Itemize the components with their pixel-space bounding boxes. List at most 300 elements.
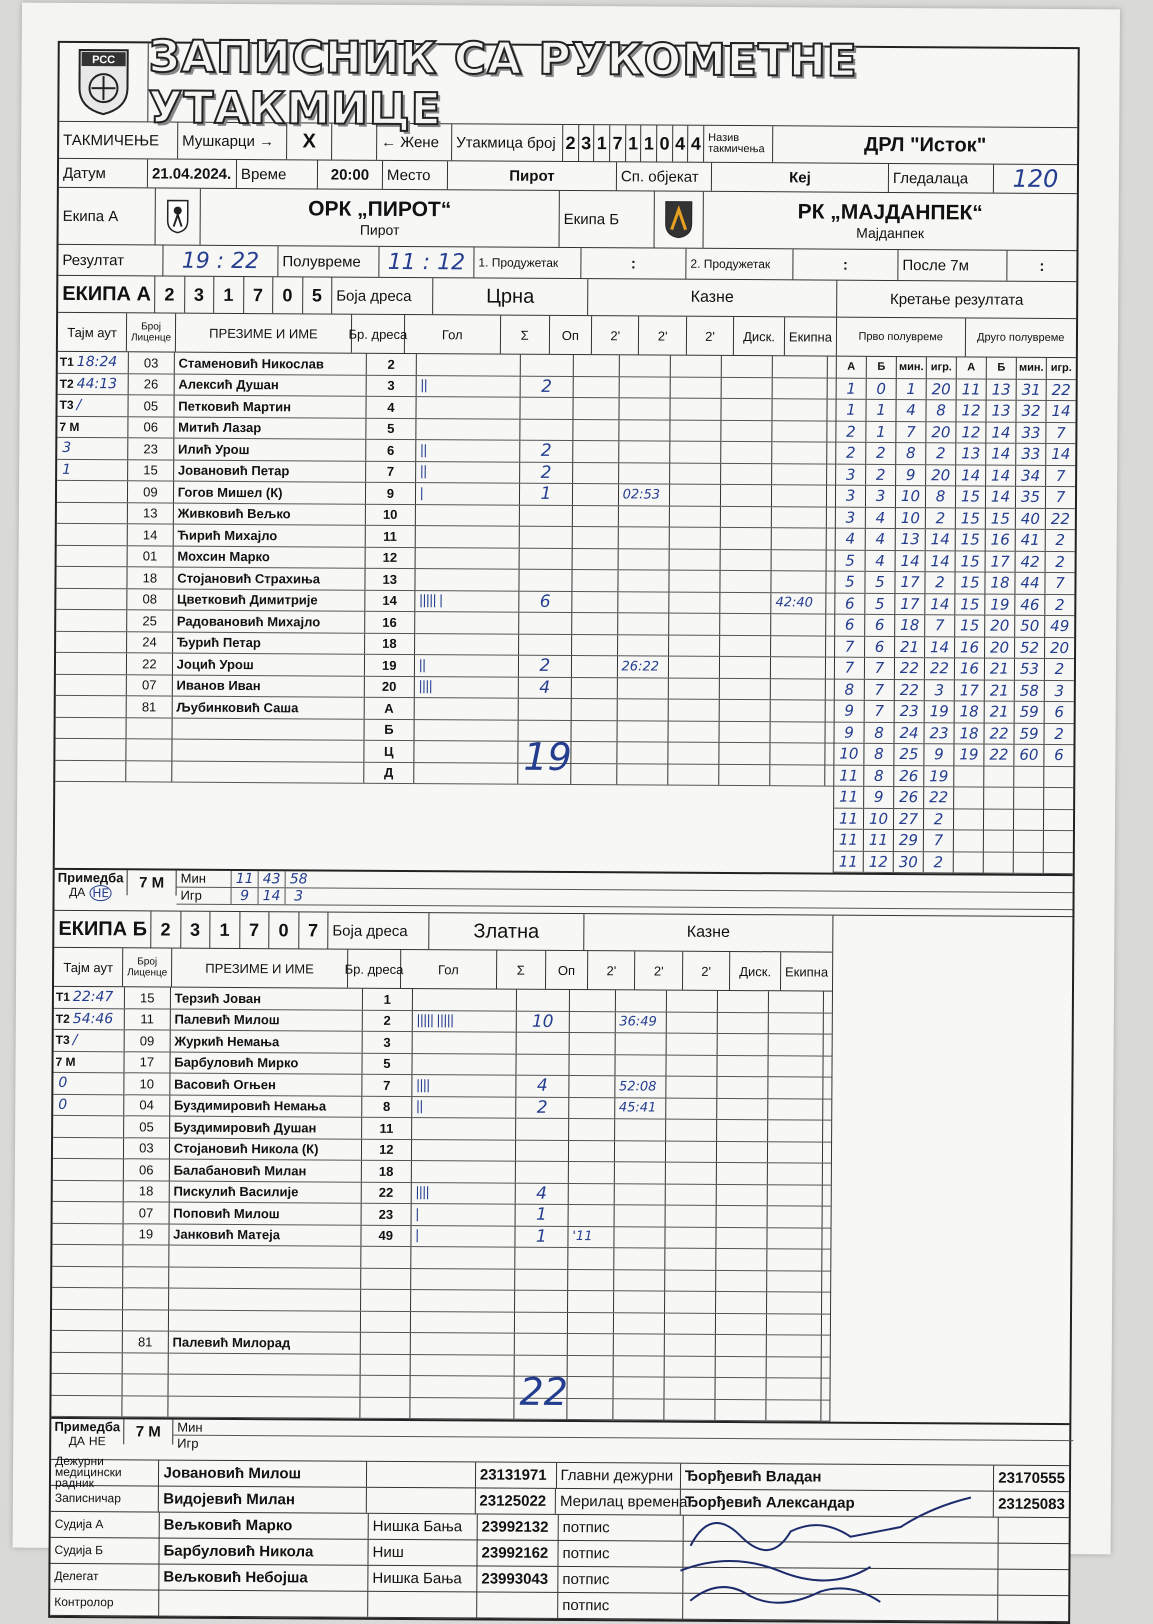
- player-suspension-3: [721, 399, 772, 420]
- player-name: [168, 1353, 361, 1375]
- seven-m-igr-value: 14: [258, 888, 285, 904]
- team-penalty: [824, 992, 832, 1013]
- player-number: А: [365, 698, 414, 719]
- player-suspension-1: [615, 1119, 666, 1140]
- team-penalty: [822, 1228, 830, 1249]
- player-disqualification: [771, 657, 826, 678]
- player-suspension-1: 02:53: [619, 484, 670, 505]
- player-suspension-3: [720, 678, 771, 699]
- remark-no-b[interactable]: НЕ: [88, 1434, 106, 1449]
- progress-first-half-cell: 14: [896, 550, 926, 571]
- timeout-cell: [52, 1288, 123, 1309]
- table-row: [51, 1395, 829, 1421]
- team-penalty: [823, 1056, 831, 1077]
- player-number: [361, 1397, 410, 1418]
- progress-row: [834, 765, 1073, 788]
- page-title: ЗАПИСНИК СА РУКОМЕТНЕ УТАКМИЦЕ: [148, 31, 858, 136]
- progress-first-half-cell: 9: [835, 722, 865, 743]
- progress-second-half-cell: 15: [956, 551, 986, 572]
- player-goals-tally: [415, 548, 519, 569]
- player-license: 08: [127, 589, 173, 610]
- progress-row: [835, 701, 1074, 724]
- match-number-digit: 1: [626, 125, 642, 161]
- player-number: 20: [365, 676, 414, 697]
- progress-first-half-cell: 1: [836, 400, 866, 421]
- column-header: 2': [588, 951, 636, 989]
- player-suspension-2: [666, 1120, 717, 1141]
- progress-column-header: А: [957, 357, 987, 378]
- progress-second-half-cell: [984, 766, 1014, 787]
- team-penalty: [826, 636, 834, 657]
- player-suspension-3: [718, 991, 769, 1012]
- player-goals-tally: ||: [416, 462, 520, 483]
- progress-first-half-cell: 14: [925, 637, 955, 658]
- team-b-code: [151, 911, 328, 948]
- player-suspension-3: [718, 1012, 769, 1033]
- timeout-cell: [53, 1137, 124, 1158]
- player-goals-tally: ||||: [412, 1075, 516, 1096]
- timeout-cell: [53, 1051, 124, 1072]
- player-suspension-3: [717, 1206, 768, 1227]
- player-suspension-2: [668, 743, 719, 764]
- player-suspension-3: [717, 1120, 768, 1141]
- player-license: 22: [127, 653, 173, 674]
- progress-second-half-cell: 7: [1056, 423, 1066, 442]
- player-number: 9: [366, 483, 415, 504]
- progress-row: [836, 443, 1075, 466]
- player-number: 3: [363, 1032, 412, 1053]
- progress-second-half-cell: 18: [985, 573, 1015, 594]
- team-penalty: [823, 1099, 831, 1120]
- player-goals-tally: [410, 1333, 514, 1354]
- progress-row: [837, 378, 1076, 401]
- progress-first-half-cell: 2: [836, 421, 866, 442]
- progress-first-half-cell: 2: [924, 852, 954, 873]
- progress-second-half-cell: [954, 852, 984, 873]
- progress-second-half-cell: 18: [955, 701, 985, 722]
- player-suspension-1: [613, 1313, 664, 1334]
- timeout-label: 7 М: [55, 1054, 76, 1069]
- progress-second-half-cell: 12: [956, 400, 986, 421]
- player-name: Васовић Огњен: [170, 1074, 363, 1096]
- player-name: Иванов Иван: [172, 675, 365, 697]
- player-disqualification: [768, 1206, 823, 1227]
- official-license: 23993043: [477, 1566, 558, 1591]
- team-b-code-digit: 7: [240, 912, 270, 948]
- progress-first-half-cell: 2: [926, 508, 956, 529]
- player-goals-tally: [411, 1247, 515, 1268]
- player-goals-sum: [516, 1119, 569, 1140]
- progress-first-half-cell: 7: [835, 658, 865, 679]
- team-a-name: ОРК „ПИРОТ“: [308, 197, 452, 222]
- progress-first-half-cell: 0: [867, 378, 897, 399]
- player-warning: [569, 1141, 615, 1162]
- player-name: Ћирић Михајло: [173, 525, 366, 547]
- player-name: [168, 1396, 361, 1418]
- progress-first-half-cell: 1: [866, 400, 896, 421]
- progress-second-half-cell: [1014, 788, 1044, 809]
- timeout-label: Т3: [55, 1033, 70, 1048]
- seven-m-min-label-b: Мин: [173, 1420, 1073, 1441]
- timeout-value: 3: [62, 440, 72, 457]
- player-warning: [572, 570, 618, 591]
- player-name: [172, 761, 365, 783]
- player-number: 7: [362, 1075, 411, 1096]
- player-warning: [573, 463, 619, 484]
- progress-second-half-cell: 2: [1055, 531, 1066, 550]
- player-goals-sum: 10: [517, 1011, 570, 1032]
- column-header: Тајм аут: [54, 948, 123, 986]
- remark-no[interactable]: НЕ: [89, 885, 112, 901]
- player-goals-tally: [410, 1355, 514, 1376]
- progress-first-half-cell: 19: [924, 766, 954, 787]
- venue-label: Сп. објекат: [617, 162, 712, 191]
- team-penalty: [827, 443, 835, 464]
- timeout-value: /: [76, 397, 82, 414]
- player-number: [361, 1247, 410, 1268]
- progress-second-half-cell: 7: [1055, 574, 1065, 593]
- player-suspension-1: [615, 1033, 666, 1054]
- goals-total: 19: [523, 734, 572, 780]
- player-goals-sum: 2: [520, 441, 573, 462]
- progress-first-half-cell: 25: [894, 744, 924, 765]
- player-license: 05: [124, 1116, 170, 1137]
- player-disqualification: 42:40: [771, 593, 826, 614]
- match-number-digit: 4: [673, 126, 689, 162]
- player-suspension-1: [614, 1248, 665, 1269]
- column-header: 2': [592, 316, 640, 354]
- player-number: 4: [367, 397, 416, 418]
- progress-first-half-cell: 20: [927, 379, 957, 400]
- progress-first-half-cell: 22: [895, 679, 925, 700]
- official-city: Ниш: [368, 1540, 477, 1566]
- progress-first-half-cell: 8: [835, 679, 865, 700]
- player-warning: [572, 549, 618, 570]
- time-label: Време: [237, 160, 318, 188]
- overtime-2-label: 2. Продужетак: [686, 249, 793, 280]
- column-header: 2': [683, 952, 731, 990]
- timeout-value: 1: [62, 461, 72, 478]
- player-goals-sum: 2: [520, 462, 573, 483]
- player-warning: [573, 398, 619, 419]
- player-number: 16: [365, 612, 414, 633]
- progress-row: [836, 486, 1075, 509]
- player-name: Барбуловић Мирко: [170, 1052, 363, 1074]
- timeout-cell: [54, 987, 125, 1008]
- player-suspension-2: [670, 399, 721, 420]
- player-number: [361, 1376, 410, 1397]
- player-suspension-1: [617, 721, 668, 742]
- progress-first-half-cell: 7: [865, 658, 895, 679]
- player-suspension-3: [717, 1163, 768, 1184]
- player-goals-sum: [515, 1291, 568, 1312]
- player-suspension-1: [614, 1291, 665, 1312]
- official-name-2: Ђорђевић Владан: [681, 1464, 995, 1491]
- player-disqualification: [769, 991, 824, 1012]
- player-suspension-1: [617, 678, 668, 699]
- player-suspension-2: [668, 721, 719, 742]
- column-header: 2': [687, 317, 735, 355]
- official-license: 23992162: [477, 1540, 558, 1565]
- team-penalty: [821, 1400, 829, 1421]
- progress-first-half-cell: 1: [837, 378, 867, 399]
- player-goals-sum: 6: [519, 591, 572, 612]
- timeout-cell: [56, 674, 127, 695]
- timeout-cell: [51, 1395, 122, 1416]
- team-b-remark: [51, 1419, 1069, 1466]
- team-b-section: [51, 911, 1072, 1425]
- player-suspension-3: [716, 1227, 767, 1248]
- team-a-code-digit: 5: [311, 284, 323, 305]
- progress-second-half-cell: 15: [986, 508, 1016, 529]
- progress-second-half-cell: 13: [987, 379, 1017, 400]
- player-goals-sum: 4: [516, 1076, 569, 1097]
- progress-second-half-cell: 22: [984, 745, 1014, 766]
- player-suspension-1: [617, 699, 668, 720]
- player-suspension-3: [717, 1055, 768, 1076]
- seven-m-igr-value: 9: [231, 888, 258, 904]
- team-a-code-digit: 1: [214, 277, 244, 313]
- player-warning: [569, 1055, 615, 1076]
- player-license: [127, 718, 173, 739]
- progress-row: [834, 744, 1073, 767]
- progress-second-half-cell: 16: [986, 530, 1016, 551]
- player-suspension-1: [618, 506, 669, 527]
- official-role-2: потпис: [558, 1541, 683, 1567]
- seven-m-label: 7 М: [128, 870, 177, 895]
- player-license: 03: [129, 352, 175, 373]
- player-suspension-1: [619, 398, 670, 419]
- player-disqualification: [767, 1271, 822, 1292]
- timeout-cell: [53, 1180, 124, 1201]
- player-license: 05: [129, 395, 175, 416]
- match-number-label: Утакмица број: [452, 124, 563, 161]
- progress-first-half-cell: 9: [924, 744, 954, 765]
- player-license: [123, 1353, 169, 1374]
- progress-first-half-cell: 7: [865, 701, 895, 722]
- timeout-cell: [57, 545, 128, 566]
- timeout-cell: [56, 696, 127, 717]
- timeout-label: Т3: [59, 398, 74, 413]
- match-record-form: [48, 31, 1080, 1624]
- player-disqualification: [771, 679, 826, 700]
- progress-first-half-cell: 11: [834, 808, 864, 829]
- official-role: Записничар: [51, 1486, 160, 1512]
- player-goals-tally: [411, 1290, 515, 1311]
- team-a-code-digit: 0: [273, 277, 303, 313]
- player-warning: [568, 1356, 614, 1377]
- player-goals-tally: [410, 1398, 514, 1419]
- player-name: [169, 1310, 362, 1332]
- column-header: Екипна: [784, 963, 829, 980]
- timeout-cell: [56, 588, 127, 609]
- team-b-crest-icon: [655, 192, 704, 248]
- player-number: 22: [362, 1182, 411, 1203]
- progress-first-half-cell: 14: [926, 529, 956, 550]
- player-warning: [568, 1270, 614, 1291]
- player-warning: [570, 1012, 616, 1033]
- progress-first-half-cell: 11: [834, 787, 864, 808]
- player-number: 2: [363, 1010, 412, 1031]
- player-suspension-2: [670, 463, 721, 484]
- player-warning: [574, 377, 620, 398]
- player-number: [361, 1290, 410, 1311]
- player-goals-tally: [415, 634, 519, 655]
- player-suspension-2: [666, 1077, 717, 1098]
- player-suspension-2: [669, 635, 720, 656]
- progress-first-half-cell: 23: [925, 723, 955, 744]
- progress-second-half-cell: 20: [1049, 638, 1070, 657]
- team-b-code-digit: 1: [210, 912, 240, 948]
- timeout-cell: [56, 717, 127, 738]
- player-goals-sum: 2: [519, 656, 572, 677]
- match-number-digit: 0: [657, 126, 673, 162]
- progress-first-half-cell: 7: [896, 421, 926, 442]
- men-mark: X: [287, 123, 332, 159]
- team-b-name: РК „МАЈДАНПЕК“: [797, 200, 983, 225]
- progress-first-half-cell: 3: [866, 486, 896, 507]
- progress-second-half-cell: [1014, 852, 1044, 873]
- column-header: Оп: [546, 951, 589, 989]
- official-city: Нишка Бања: [368, 1566, 477, 1592]
- player-goals-sum: 4: [516, 1183, 569, 1204]
- team-a-players: [55, 352, 836, 787]
- player-goals-sum: 4: [519, 677, 572, 698]
- player-suspension-2: [666, 1012, 717, 1033]
- progress-first-half-cell: 27: [894, 808, 924, 829]
- player-license: 81: [123, 1331, 169, 1352]
- progress-first-half-cell: 10: [896, 486, 926, 507]
- timeout-cell: [54, 1030, 125, 1051]
- signatures: [670, 1476, 1011, 1618]
- player-warning: [572, 592, 618, 613]
- player-license: 15: [128, 460, 174, 481]
- progress-column-header: Б: [867, 357, 897, 378]
- player-suspension-1: [618, 549, 669, 570]
- progress-second-half-cell: [954, 809, 984, 830]
- timeout-cell: [57, 416, 128, 437]
- match-number-digit: 7: [610, 125, 626, 161]
- progress-column-header: Б: [987, 358, 1017, 379]
- player-suspension-2: [665, 1227, 716, 1248]
- player-name: Журкић Немања: [170, 1031, 363, 1053]
- progress-first-half-cell: 17: [895, 572, 925, 593]
- progress-row: [834, 787, 1073, 810]
- progress-second-half-cell: 12: [956, 422, 986, 443]
- match-number-digit: 1: [594, 125, 610, 161]
- player-number: 11: [366, 526, 415, 547]
- official-city: [367, 1462, 476, 1488]
- progress-second-half-cell: 22: [985, 723, 1015, 744]
- player-goals-tally: ||: [416, 440, 520, 461]
- player-disqualification: [769, 1034, 824, 1055]
- player-license: 26: [129, 374, 175, 395]
- progress-second-half-cell: 22: [1051, 380, 1071, 399]
- player-goals-sum: [519, 634, 572, 655]
- official-role-2: потпис: [558, 1567, 683, 1593]
- progress-first-half-cell: 7: [925, 615, 955, 636]
- player-disqualification: [768, 1077, 823, 1098]
- seven-m-min-label: Мин: [180, 870, 206, 886]
- player-name: Балабановић Милан: [170, 1160, 363, 1182]
- timeout-label: Т2: [55, 1011, 70, 1026]
- progress-second-half-cell: 14: [986, 465, 1016, 486]
- progress-second-half-cell: 34: [1016, 465, 1046, 486]
- team-a-code: [155, 276, 332, 313]
- progress-first-half-cell: 19: [925, 701, 955, 722]
- competition-name-label: Назив такмичења: [704, 126, 773, 162]
- player-warning: [567, 1377, 613, 1398]
- timeout-cell: [58, 373, 129, 394]
- player-suspension-3: [720, 592, 771, 613]
- progress-first-half-cell: 9: [835, 701, 865, 722]
- player-goals-tally: [415, 569, 519, 590]
- official-role-2: потпис: [559, 1515, 684, 1541]
- remark-yes-b[interactable]: ДА: [68, 1433, 86, 1449]
- team-penalty: [828, 378, 836, 399]
- player-suspension-2: [667, 991, 718, 1012]
- progress-first-half-cell: 8: [864, 765, 894, 786]
- player-suspension-3: [716, 1313, 767, 1334]
- column-header: Тајм аут: [58, 313, 127, 351]
- team-b-code-digit: 2: [151, 911, 181, 947]
- player-suspension-2: [670, 485, 721, 506]
- official-role-2: Мерилац времена: [556, 1489, 681, 1515]
- player-disqualification: [767, 1400, 822, 1421]
- progress-second-half-cell: [1044, 831, 1073, 852]
- timeout-cell: [52, 1331, 123, 1352]
- player-license: 25: [127, 610, 173, 631]
- overtime-1-label: 1. Продужетак: [474, 247, 581, 278]
- team-a-code-digit: 7: [244, 277, 274, 313]
- progress-second-half-cell: 44: [1015, 573, 1045, 594]
- progress-second-half-cell: 14: [1051, 402, 1071, 421]
- player-goals-tally: [414, 720, 518, 741]
- progress-first-half-cell: 2: [866, 443, 896, 464]
- team-a-colour: Црна: [433, 278, 588, 315]
- official-name: Видојевић Милан: [159, 1487, 367, 1513]
- player-suspension-2: [669, 614, 720, 635]
- player-suspension-1: [614, 1270, 665, 1291]
- progress-first-half-cell: 4: [866, 550, 896, 571]
- match-number-digit: 1: [641, 125, 657, 161]
- player-suspension-1: [619, 441, 670, 462]
- player-suspension-2: [665, 1249, 716, 1270]
- player-suspension-1: 45:41: [615, 1098, 666, 1119]
- player-disqualification: [768, 1120, 823, 1141]
- player-suspension-3: [721, 463, 772, 484]
- team-penalty: [823, 1121, 831, 1142]
- player-name: Јанковић Матеја: [169, 1224, 362, 1246]
- progress-first-half-cell: 10: [834, 744, 864, 765]
- progress-second-half-cell: 46: [1015, 594, 1045, 615]
- remark-yes[interactable]: ДА: [69, 884, 86, 900]
- player-goals-tally: [410, 1312, 514, 1333]
- progress-first-half-cell: 2: [926, 443, 956, 464]
- first-half-label: Прво полувреме: [837, 318, 966, 357]
- player-number: 18: [362, 1161, 411, 1182]
- player-license: 09: [128, 481, 174, 502]
- progress-first-half-cell: 11: [864, 830, 894, 851]
- player-suspension-1: [619, 355, 670, 376]
- timeout-value: 44:13: [76, 375, 118, 392]
- player-name: Палевић Милорад: [168, 1332, 361, 1354]
- official-role: Делегат: [50, 1564, 159, 1590]
- column-header: Диск.: [734, 317, 785, 355]
- column-header: Диск.: [730, 952, 781, 990]
- player-goals-sum: [516, 1033, 569, 1054]
- team-b-code-digit: 3: [181, 912, 211, 948]
